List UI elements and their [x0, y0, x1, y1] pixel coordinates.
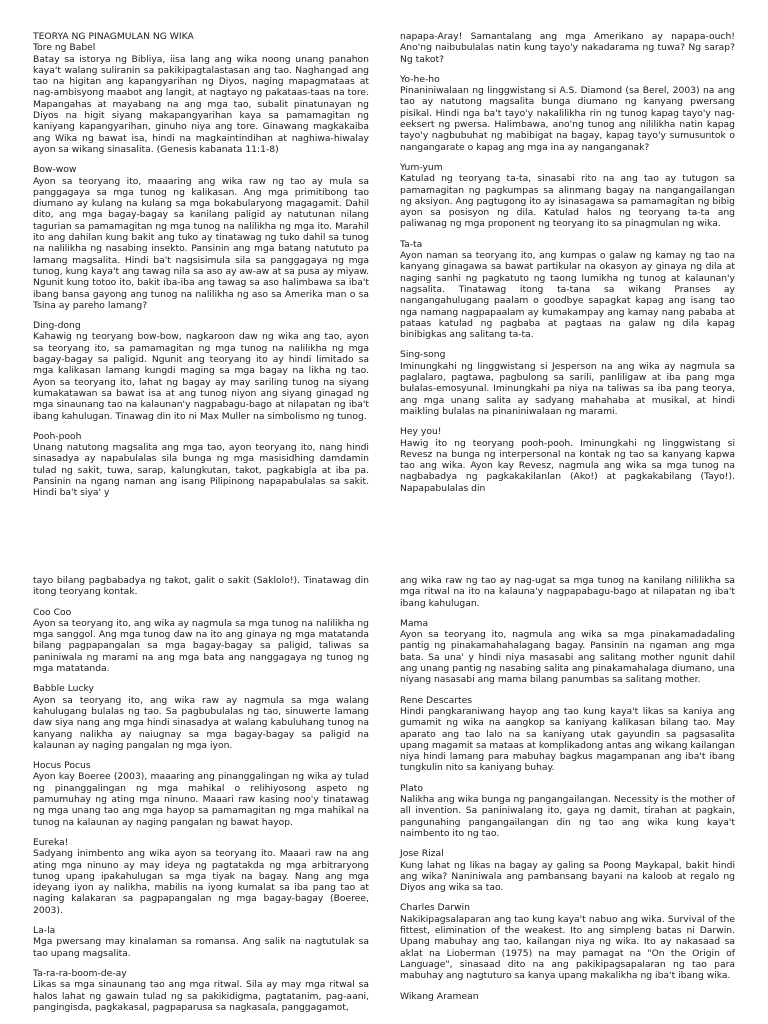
section-heading: Plato — [400, 782, 423, 794]
page1-right-column — [400, 31, 735, 494]
page2-right-column — [400, 575, 735, 1002]
section-heading: Ding-dong — [33, 320, 81, 332]
section-heading: Rene Descartes — [400, 694, 473, 706]
section-body: Nalikha ang wika bunga ng pangangailangan. Necessity is the mother of all invention. Sa paniniwalang ito, gaya ng damit, tirahan at pagkain, pangunahing pangangailangan din ng tao ang wika kung kaya't naimbento ito ng tao. — [400, 794, 735, 839]
section-body: ang wika raw ng tao ay nag-ugat sa mga tunog na kanilang nililikha sa mga ritwal na ito na kalauna'y nagpapabagu-bago at nilapatan ng iba't ibang kahulugan. — [400, 575, 735, 609]
section-body: tayo bilang pagbabadya ng takot, galit o sakit (Saklolo!). Tinatawag din itong teoryang kontak. — [33, 575, 369, 598]
section-heading: Wikang Aramean — [400, 990, 479, 1002]
section-body: Ayon sa teoryang ito, ang wika raw ay nagmula sa mga walang kahulugang bulalas ng tao. Sa pagbubulalas ng tao, sinuwerte lamang daw siya nang ang mga hindi sinasadya at walang kabuluhang tunog na kanyang nalikha ay naiugnay sa mga bagay-bagay sa paligid na kalaunan ay naging pangalan ng mga iyon. — [33, 694, 369, 751]
section-body: Ayon sa teoryang ito, maaaring ang wika raw ng tao ay mula sa panggagaya sa mga tunog ng kalikasan. Ang mga primitibong tao diumano ay kulang na kulang sa mga bokabularyong magagamit. Dahil dito, ang mga bagay-bagay sa kanilang paligid ay natutunan nilang tagurian sa pamamagitan ng mga tunog na nalilikha ng mga ito. Marahil ito ang dahilan kung bakit ang tuko ay tinatawag ng tuko dahil sa tunog na nalilikha ng nasabing insekto. Pansinin ang mga batang natututo pa lamang magsalita. Hindi ba't nagsisimula sila sa panggagaya ng mga tunog, kung kaya't ang tawag nila sa aso ay aw-aw at sa pusa ay miyaw. Ngunit kung totoo ito, bakit iba-iba ang tawag sa aso halimbawa sa iba't ibang bansa gayong ang tunog na nalilikha ng aso sa Amerika man o sa Tsina ay pareho lamang? — [33, 175, 369, 311]
page1-left-column — [33, 31, 369, 499]
section-body: Hindi pangkaraniwang hayop ang tao kung kaya't likas sa kaniya ang gumamit ng wika na aangkop sa kaniyang kalikasan bilang tao. May aparato ang tao lalo na sa kaniyang utak gayundin sa pagsasalita upang magamit sa mataas at komplikadong antas ang wikang kailangan niya hindi lamang para mabuhay bagkus magampanan ang iba't ibang tungkulin nito sa kaniyang buhay. — [400, 705, 735, 774]
section-heading: Eureka! — [33, 836, 69, 848]
section-heading: Charles Darwin — [400, 902, 470, 914]
section-body: Pinaniniwalaan ng linggwistang si A.S. Diamond (sa Berel, 2003) na ang tao ay natutong magsalita bunga diumano ng kanyang pwersang pisikal. Hindi nga ba't tayo'y nakalilikha rin ng tunog kapag tayo'y nag-eeksert ng pwersa. Halimbawa, ano'ng tunog ang nililikha natin kapag tayo'y nagbubuhat ng mabibigat na bagay, kapag tayo'y sumusuntok o nangangarate o kapag ang mga ina ay nanganganak? — [400, 85, 735, 153]
section-heading: Jose Rizal — [400, 848, 444, 860]
section-body: Hawig ito ng teoryang pooh-pooh. Iminungkahi ng linggwistang si Revesz na bunga ng interpersonal na kontak ng tao sa kanyang kapwa tao ang wika. Ayon kay Revesz, nagmula ang wika sa mga tunog na nagbabadya ng pagkakakilanlan (Ako!) at pagkakabilang (Tayo!). Napapabulalas din — [400, 437, 735, 494]
section-body: Ayon sa teoryang ito, ang wika ay nagmula sa mga tunog na nalilikha ng mga sanggol. Ang mga tunog daw na ito ang ginaya ng mga matatanda bilang pagpapangalan sa mga bagay-bagay sa paligid, taliwas sa paniniwala ng marami na ang mga bata ang nanggagaya ng tunog ng mga matatanda. — [33, 617, 369, 675]
section-heading: Ta-ta — [400, 238, 423, 250]
section-body: Unang natutong magsalita ang mga tao, ayon teoryang ito, nang hindi sinasadya ay napabulalas sila bunga ng mga masisidhing damdamin tulad ng sakit, tuwa, sarap, kalungkutan, takot, pagkabigla at iba pa. Pansinin na ngang naman ang isang Pilipinong napapabulalas sa sakit. Hindi ba't siya' y — [33, 442, 369, 499]
section-heading: Mama — [400, 617, 429, 629]
section-heading: Yum-yum — [400, 161, 443, 173]
section-body: Batay sa istorya ng Bibliya, iisa lang ang wika noong unang panahon kaya't walang suliranin sa pakikipagtalastasan ang tao. Naghangad ang tao na higitan ang kapangyarihan ng Diyos, naging mapagmataas at nag-ambisyong maabot ang langit, at nagtayo ng pakataas-taas na tore. Mapangahas at mayabang na ang mga tao, subalit pinatunayan ng Diyos na higit siyang makapangyarihan kaya sa pamamagitan ng kaniyang kapangyarihan, ginuho niya ang tore. Ginawang magkakaiba ang Wika ng bawat isa, hindi na magkaintindihan at naghiwa-hiwalay ayon sa wikang sinasalita. (Genesis kabanata 11:1-8) — [33, 53, 369, 155]
section-body: Likas sa mga sinaunang tao ang mga ritwal. Sila ay may mga ritwal sa halos lahat ng gawain tulad ng sa pakikidigma, pagtatanim, pag-aani, pangingisda, pagkakasal, pagpaparusa sa nagkasala, panggagamot, — [33, 979, 369, 1013]
section-body: Kung lahat ng likas na bagay ay galing sa Poong Maykapal, bakit hindi ang wika? Naniniwala ang pambansang bayani na kaloob at regalo ng Diyos ang wika sa tao. — [400, 859, 735, 894]
section-heading: Sing-song — [400, 349, 446, 361]
page2-left-column — [33, 575, 369, 1013]
section-heading: La-la — [33, 925, 56, 937]
section-body: Ayon sa teoryang ito, nagmula ang wika sa mga pinakamadadaling pantig ng pinakamahahalagang bagay. Pansinin na ngaman ang mga bata. Sa una' y hindi niya masasabi ang salitang mother ngunit dahil ang unang pantig ng nasabing salita ang pinakamahalaga diumano, una niyang nasasabi ang mama bilang panumbas sa salitang mother. — [400, 629, 735, 686]
section-heading: Ta-ra-ra-boom-de-ay — [33, 967, 127, 979]
section-body: Katulad ng teoryang ta-ta, sinasabi rito na ang tao ay tutugon sa pamamagitan ng pagkumpas sa alinmang bagay na nangangailangan ng aksiyon. Ang pagtugong ito ay isinasagawa sa pamamagitan ng bibig ayon sa posisyon ng dila. Katulad halos ng teoryang ta-ta ang paliwanag ng mga proponent ng teoryang ito sa pinagmulan ng wika. — [400, 173, 735, 230]
section-body: Nakikipagsalaparan ang tao kung kaya't nabuo ang wika. Survival of the fittest, elimination of the weakest. Ito ang simpleng batas ni Darwin. Upang mabuhay ang tao, kailangan niya ng wika. Ito ay nakasaad sa aklat na Lioberman (1975) na may pamagat na "On the Origin of Language", sinasaad dito na ang pakikipagsapalaran ng tao para mabuhay ang nagtuturo sa kanya upang makalikha ng iba't ibang wika. — [400, 913, 735, 982]
section-body: Kahawig ng teoryang bow-bow, nagkaroon daw ng wika ang tao, ayon sa teoryang ito, sa pamamagitan ng mga tunog na nalilikha ng mga bagay-bagay sa paligid. Ngunit ang teoryang ito ay hindi limitado sa mga kalikasan lamang kungdi maging sa mga bagay na likha ng tao. Ayon sa teoryang ito, lahat ng bagay ay may sariling tunog na siyang kumakatawan sa bawat isa at ang tunog niyon ang siyang ginagad ng mga sinaunang tao na kalaunan'y nagpabagu-bago at nilapatan ng iba't ibang kahulugan. Tinawag din ito ni Max Muller na simbolismo ng tunog. — [33, 331, 369, 422]
section-heading: Pooh-pooh — [33, 430, 82, 442]
document-title: TEORYA NG PINAGMULAN NG WIKA — [33, 31, 194, 42]
section-heading: Bow-wow — [33, 164, 77, 176]
section-body: Sadyang inimbento ang wika ayon sa teoryang ito. Maaari raw na ang ating mga ninuno ay may ideya ng pagtatakda ng mga arbitraryong tunog upang ipakahulugan sa mga tiyak na bagay. Nang ang mga ideyang iyon ay nalikha, mabilis na iyong kumalat sa iba pang tao at naging kalakaran sa pagpapangalan ng mga bagay-bagay (Boeree, 2003). — [33, 848, 369, 916]
section-body: Ayon naman sa teoryang ito, ang kumpas o galaw ng kamay ng tao na kanyang ginagawa sa bawat partikular na okasyon ay ginaya ng dila at naging sanhi ng pagkatuto ng taong lumikha ng tunog at kalaunan'y nagsalita. Tinatawag itong ta-tana sa wikang Pranses ay nangangahulugang paalam o goodbye sapagkat kapag ang isang tao nga namang nagpapaalam ay kumakampay ang kamay nang pababa at pataas katulad ng pagbaba at pagtaas na galaw ng dila kapag binibigkas ang salitang ta-ta. — [400, 250, 735, 341]
section-heading: Coo Coo — [33, 606, 72, 618]
section-heading: Hocus Pocus — [33, 760, 91, 772]
section-heading: Hey you! — [400, 426, 442, 438]
section-body: Mga pwersang may kinalaman sa romansa. Ang salik na nagtutulak sa tao upang magsalita. — [33, 936, 369, 959]
section-body: Iminungkahi ng linggwistang si Jesperson na ang wika ay nagmula sa paglalaro, pagtawa, pagbulong sa sarili, panliligaw at iba pang mga bulalas-emosyunal. Iminungkahi pa niya na taliwas sa iba pang teorya, ang mga unang salita ay sadyang mahahaba at musikal, at hindi maikling bulalas na pinaniniwalaan ng marami. — [400, 360, 735, 417]
section-heading: Yo-he-ho — [400, 73, 440, 85]
section-body: napapa-Aray! Samantalang ang mga Amerikano ay napapa-ouch! Ano'ng naibubulalas natin kung tayo'y nakadarama ng tuwa? Ng sarap? Ng takot? — [400, 31, 735, 65]
section-heading: Tore ng Babel — [33, 42, 96, 54]
section-heading: Babble Lucky — [33, 683, 94, 695]
section-body: Ayon kay Boeree (2003), maaaring ang pinanggalingan ng wika ay tulad ng pinanggalingan ng mga mahikal o relihiyosong aspeto ng pamumuhay ng ating mga ninuno. Maaari raw kasing noo'y tinatawag ng mga unang tao ang mga hayop sa pamamagitan ng mga mahikal na tunog na kalaunan ay naging pangalan ng bawat hayop. — [33, 771, 369, 828]
